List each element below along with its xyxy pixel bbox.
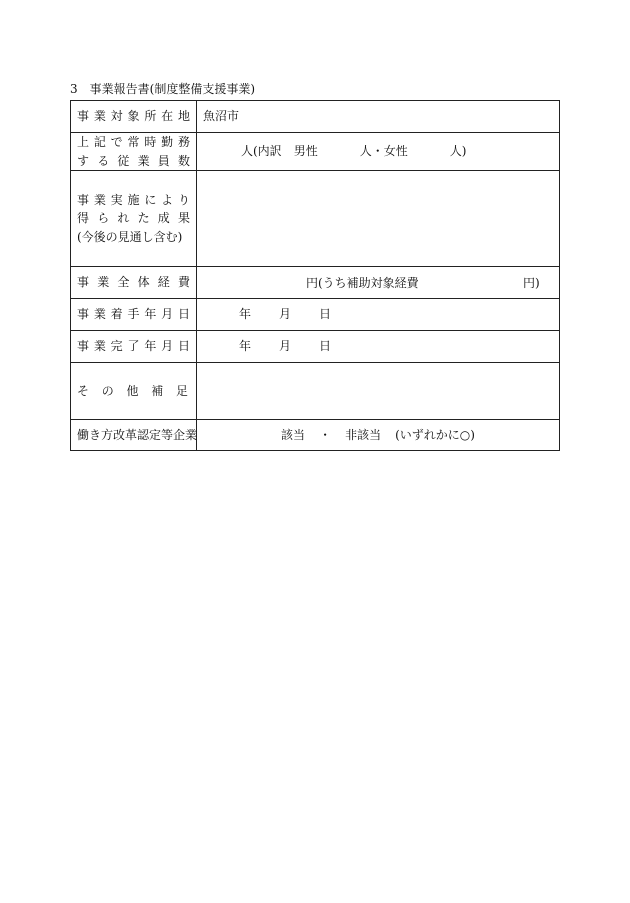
workers-breakdown: [203, 142, 553, 161]
label-other: [71, 363, 197, 420]
end-month-label: 月: [279, 339, 292, 354]
label-location: [71, 101, 197, 133]
start-day-label: 日: [319, 307, 332, 322]
end-day-label: 日: [319, 339, 332, 354]
workers-prefix: 人(内訳: [241, 144, 282, 159]
row-certified: [71, 420, 560, 451]
row-other: [71, 363, 560, 420]
row-workers: [71, 133, 560, 171]
label-results-line3: (今後の見通し含む): [77, 229, 183, 244]
certified-choices: [203, 426, 553, 445]
end-year-label: 年: [239, 339, 252, 354]
start-month-label: 月: [279, 307, 292, 322]
value-location[interactable]: 魚沼市: [197, 101, 560, 133]
label-results: [71, 171, 197, 267]
row-start-date: [71, 299, 560, 331]
value-start-date[interactable]: [197, 299, 560, 331]
value-expenses[interactable]: [197, 267, 560, 299]
row-location: [71, 101, 560, 133]
row-results: [71, 171, 560, 267]
option-not-applicable[interactable]: 非該当: [345, 427, 382, 442]
section-heading: [70, 80, 255, 97]
expenses-total-text: 円(うち補助対象経費: [306, 275, 419, 290]
label-certified-text: 働き方改革認定等企業: [77, 427, 198, 442]
section-number: 3: [70, 82, 78, 96]
report-form-table: [70, 100, 560, 451]
end-date-fields: [203, 337, 553, 356]
label-workers-line2: す る 従 業 員 数: [77, 153, 190, 168]
option-applicable[interactable]: 該当: [281, 427, 306, 442]
label-results-line1: 事 業 実 施 に よ り: [77, 192, 190, 207]
start-year-label: 年: [239, 307, 252, 322]
label-other-text: そ の 他 補 足: [77, 383, 188, 398]
value-workers[interactable]: [197, 133, 560, 171]
label-expenses-text: 事 業 全 体 経 費: [77, 275, 190, 290]
label-end-date-text: 事 業 完 了 年 月 日: [77, 339, 190, 354]
label-start-date: [71, 299, 197, 331]
label-workers: [71, 133, 197, 171]
label-certified: [71, 420, 197, 451]
row-expenses: [71, 267, 560, 299]
value-certified[interactable]: [197, 420, 560, 451]
label-results-line2: 得 ら れ た 成 果: [77, 211, 190, 226]
label-end-date: [71, 331, 197, 363]
workers-female-label: 人・女性: [359, 144, 408, 159]
start-date-fields: [203, 305, 553, 324]
label-location-text: 事 業 対 象 所 在 地: [77, 109, 190, 124]
workers-male-label: 男性: [293, 144, 318, 159]
value-results[interactable]: [197, 171, 560, 267]
row-end-date: [71, 331, 560, 363]
workers-suffix: 人): [449, 144, 467, 159]
expenses-subsidy-suffix: 円): [523, 275, 540, 290]
choice-note: (いずれかに○): [395, 427, 475, 442]
label-workers-line1: 上 記 で 常 時 勤 務: [77, 135, 190, 149]
value-end-date[interactable]: [197, 331, 560, 363]
section-title-text: 事業報告書(制度整備支援事業): [89, 82, 256, 96]
option-separator: ・: [319, 427, 332, 442]
label-start-date-text: 事 業 着 手 年 月 日: [77, 307, 190, 322]
value-other[interactable]: [197, 363, 560, 420]
label-expenses: [71, 267, 197, 299]
